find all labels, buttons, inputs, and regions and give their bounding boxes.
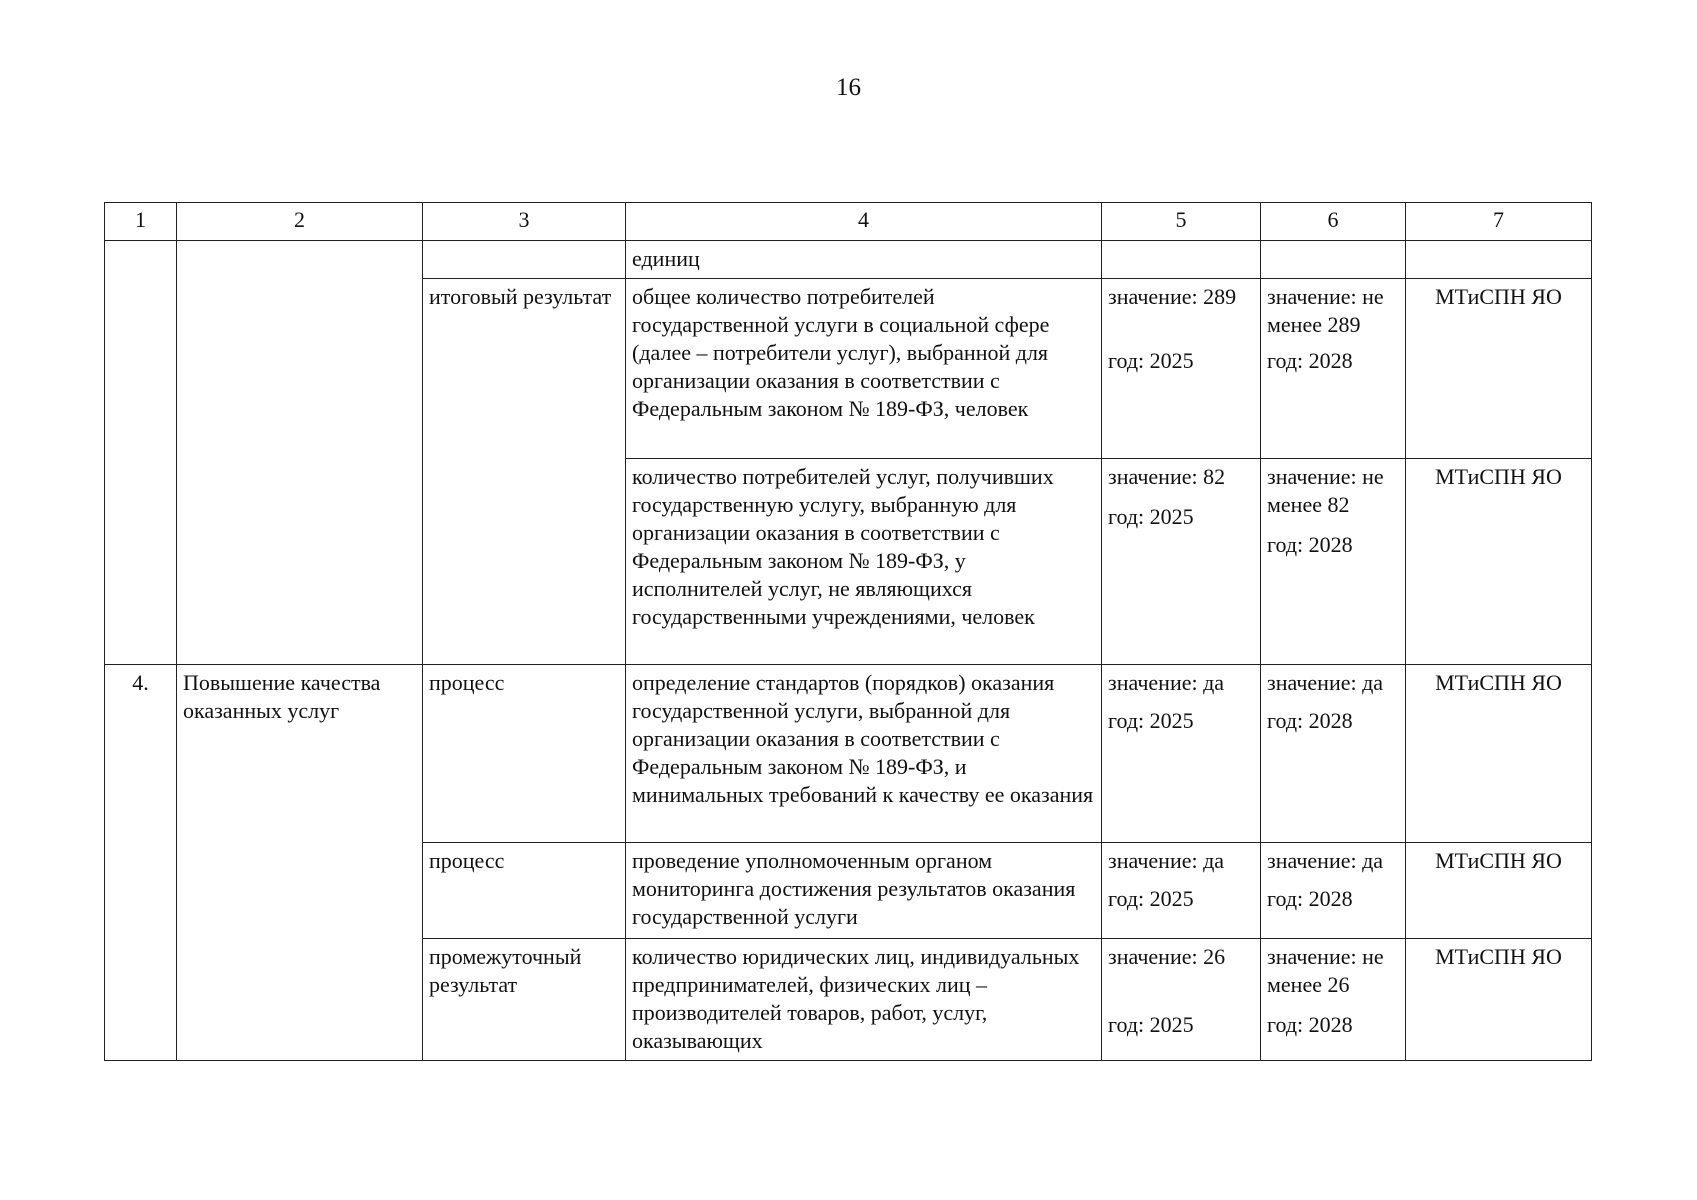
target-value: значение: не менее 289 <box>1267 284 1384 337</box>
base-value-cell <box>1102 665 1261 843</box>
row-number-cell <box>105 241 177 665</box>
responsible-cell: МТиСПН ЯО <box>1406 279 1592 459</box>
responsible-cell: МТиСПН ЯО <box>1406 459 1592 665</box>
target-value: значение: не менее 82 <box>1267 464 1384 517</box>
base-year: год: 2025 <box>1108 886 1194 911</box>
column-header: 1 <box>105 203 177 241</box>
base-value-cell <box>1102 279 1261 459</box>
result-type-cell: промежуточный результат <box>423 939 626 1061</box>
column-header: 3 <box>423 203 626 241</box>
column-header: 2 <box>177 203 423 241</box>
column-header: 5 <box>1102 203 1261 241</box>
base-value: значение: да <box>1108 848 1225 873</box>
target-year: год: 2028 <box>1267 348 1353 373</box>
base-value: значение: 82 <box>1108 464 1226 489</box>
responsible-cell: МТиСПН ЯО <box>1406 665 1592 843</box>
table-row <box>105 665 1592 843</box>
row-number-cell: 4. <box>105 665 177 1061</box>
base-value-cell <box>1102 241 1261 279</box>
result-type-cell: процесс <box>423 665 626 843</box>
base-value-cell <box>1102 459 1261 665</box>
target-value-cell <box>1261 459 1406 665</box>
responsible-cell: МТиСПН ЯО <box>1406 939 1592 1061</box>
task-cell <box>177 241 423 665</box>
indicator-cell: общее количество потребителей государственной услуги в социальной сфере (далее – потребители услуг), выбранной для организации оказания в соответствии с Федеральным законом № 189-ФЗ, человек <box>626 279 1102 459</box>
task-cell: Повышение качества оказанных услуг <box>177 665 423 1061</box>
target-year: год: 2028 <box>1267 886 1353 911</box>
indicators-table <box>104 202 1592 1061</box>
responsible-cell <box>1406 241 1592 279</box>
target-value-cell <box>1261 843 1406 939</box>
target-year: год: 2028 <box>1267 1012 1353 1037</box>
result-type-cell <box>423 241 626 279</box>
column-header: 4 <box>626 203 1102 241</box>
indicator-cell: определение стандартов (порядков) оказания государственной услуги, выбранной для организации оказания в соответствии с Федеральным законом № 189-ФЗ, и минимальных требований к качеству ее оказания <box>626 665 1102 843</box>
base-value: значение: 289 <box>1108 284 1237 309</box>
base-year: год: 2025 <box>1108 1012 1194 1037</box>
target-value-cell <box>1261 939 1406 1061</box>
base-year: год: 2025 <box>1108 504 1194 529</box>
target-value-cell <box>1261 665 1406 843</box>
table-header-row <box>105 203 1592 241</box>
column-header: 7 <box>1406 203 1592 241</box>
base-year: год: 2025 <box>1108 708 1194 733</box>
base-value: значение: да <box>1108 670 1225 695</box>
result-type-cell: итоговый результат <box>423 279 626 665</box>
indicator-cell: проведение уполномоченным органом мониторинга достижения результатов оказания государственной услуги <box>626 843 1102 939</box>
page-number: 16 <box>836 74 861 101</box>
target-value: значение: не менее 26 <box>1267 944 1384 997</box>
table-row <box>105 241 1592 279</box>
base-year: год: 2025 <box>1108 348 1194 373</box>
indicator-cell: количество юридических лиц, индивидуальных предпринимателей, физических лиц – производителей товаров, работ, услуг, оказывающих <box>626 939 1102 1061</box>
indicator-cell: единиц <box>626 241 1102 279</box>
target-value: значение: да <box>1267 848 1384 873</box>
target-value-cell <box>1261 279 1406 459</box>
result-type-cell: процесс <box>423 843 626 939</box>
target-value-cell <box>1261 241 1406 279</box>
column-header: 6 <box>1261 203 1406 241</box>
target-year: год: 2028 <box>1267 708 1353 733</box>
target-value: значение: да <box>1267 670 1384 695</box>
base-value: значение: 26 <box>1108 944 1226 969</box>
target-year: год: 2028 <box>1267 532 1353 557</box>
base-value-cell <box>1102 843 1261 939</box>
responsible-cell: МТиСПН ЯО <box>1406 843 1592 939</box>
base-value-cell <box>1102 939 1261 1061</box>
indicator-cell: количество потребителей услуг, получивших государственную услугу, выбранную для организации оказания в соответствии с Федеральным законом № 189-ФЗ, у исполнителей услуг, не являющихся государственными учреждениями, человек <box>626 459 1102 665</box>
